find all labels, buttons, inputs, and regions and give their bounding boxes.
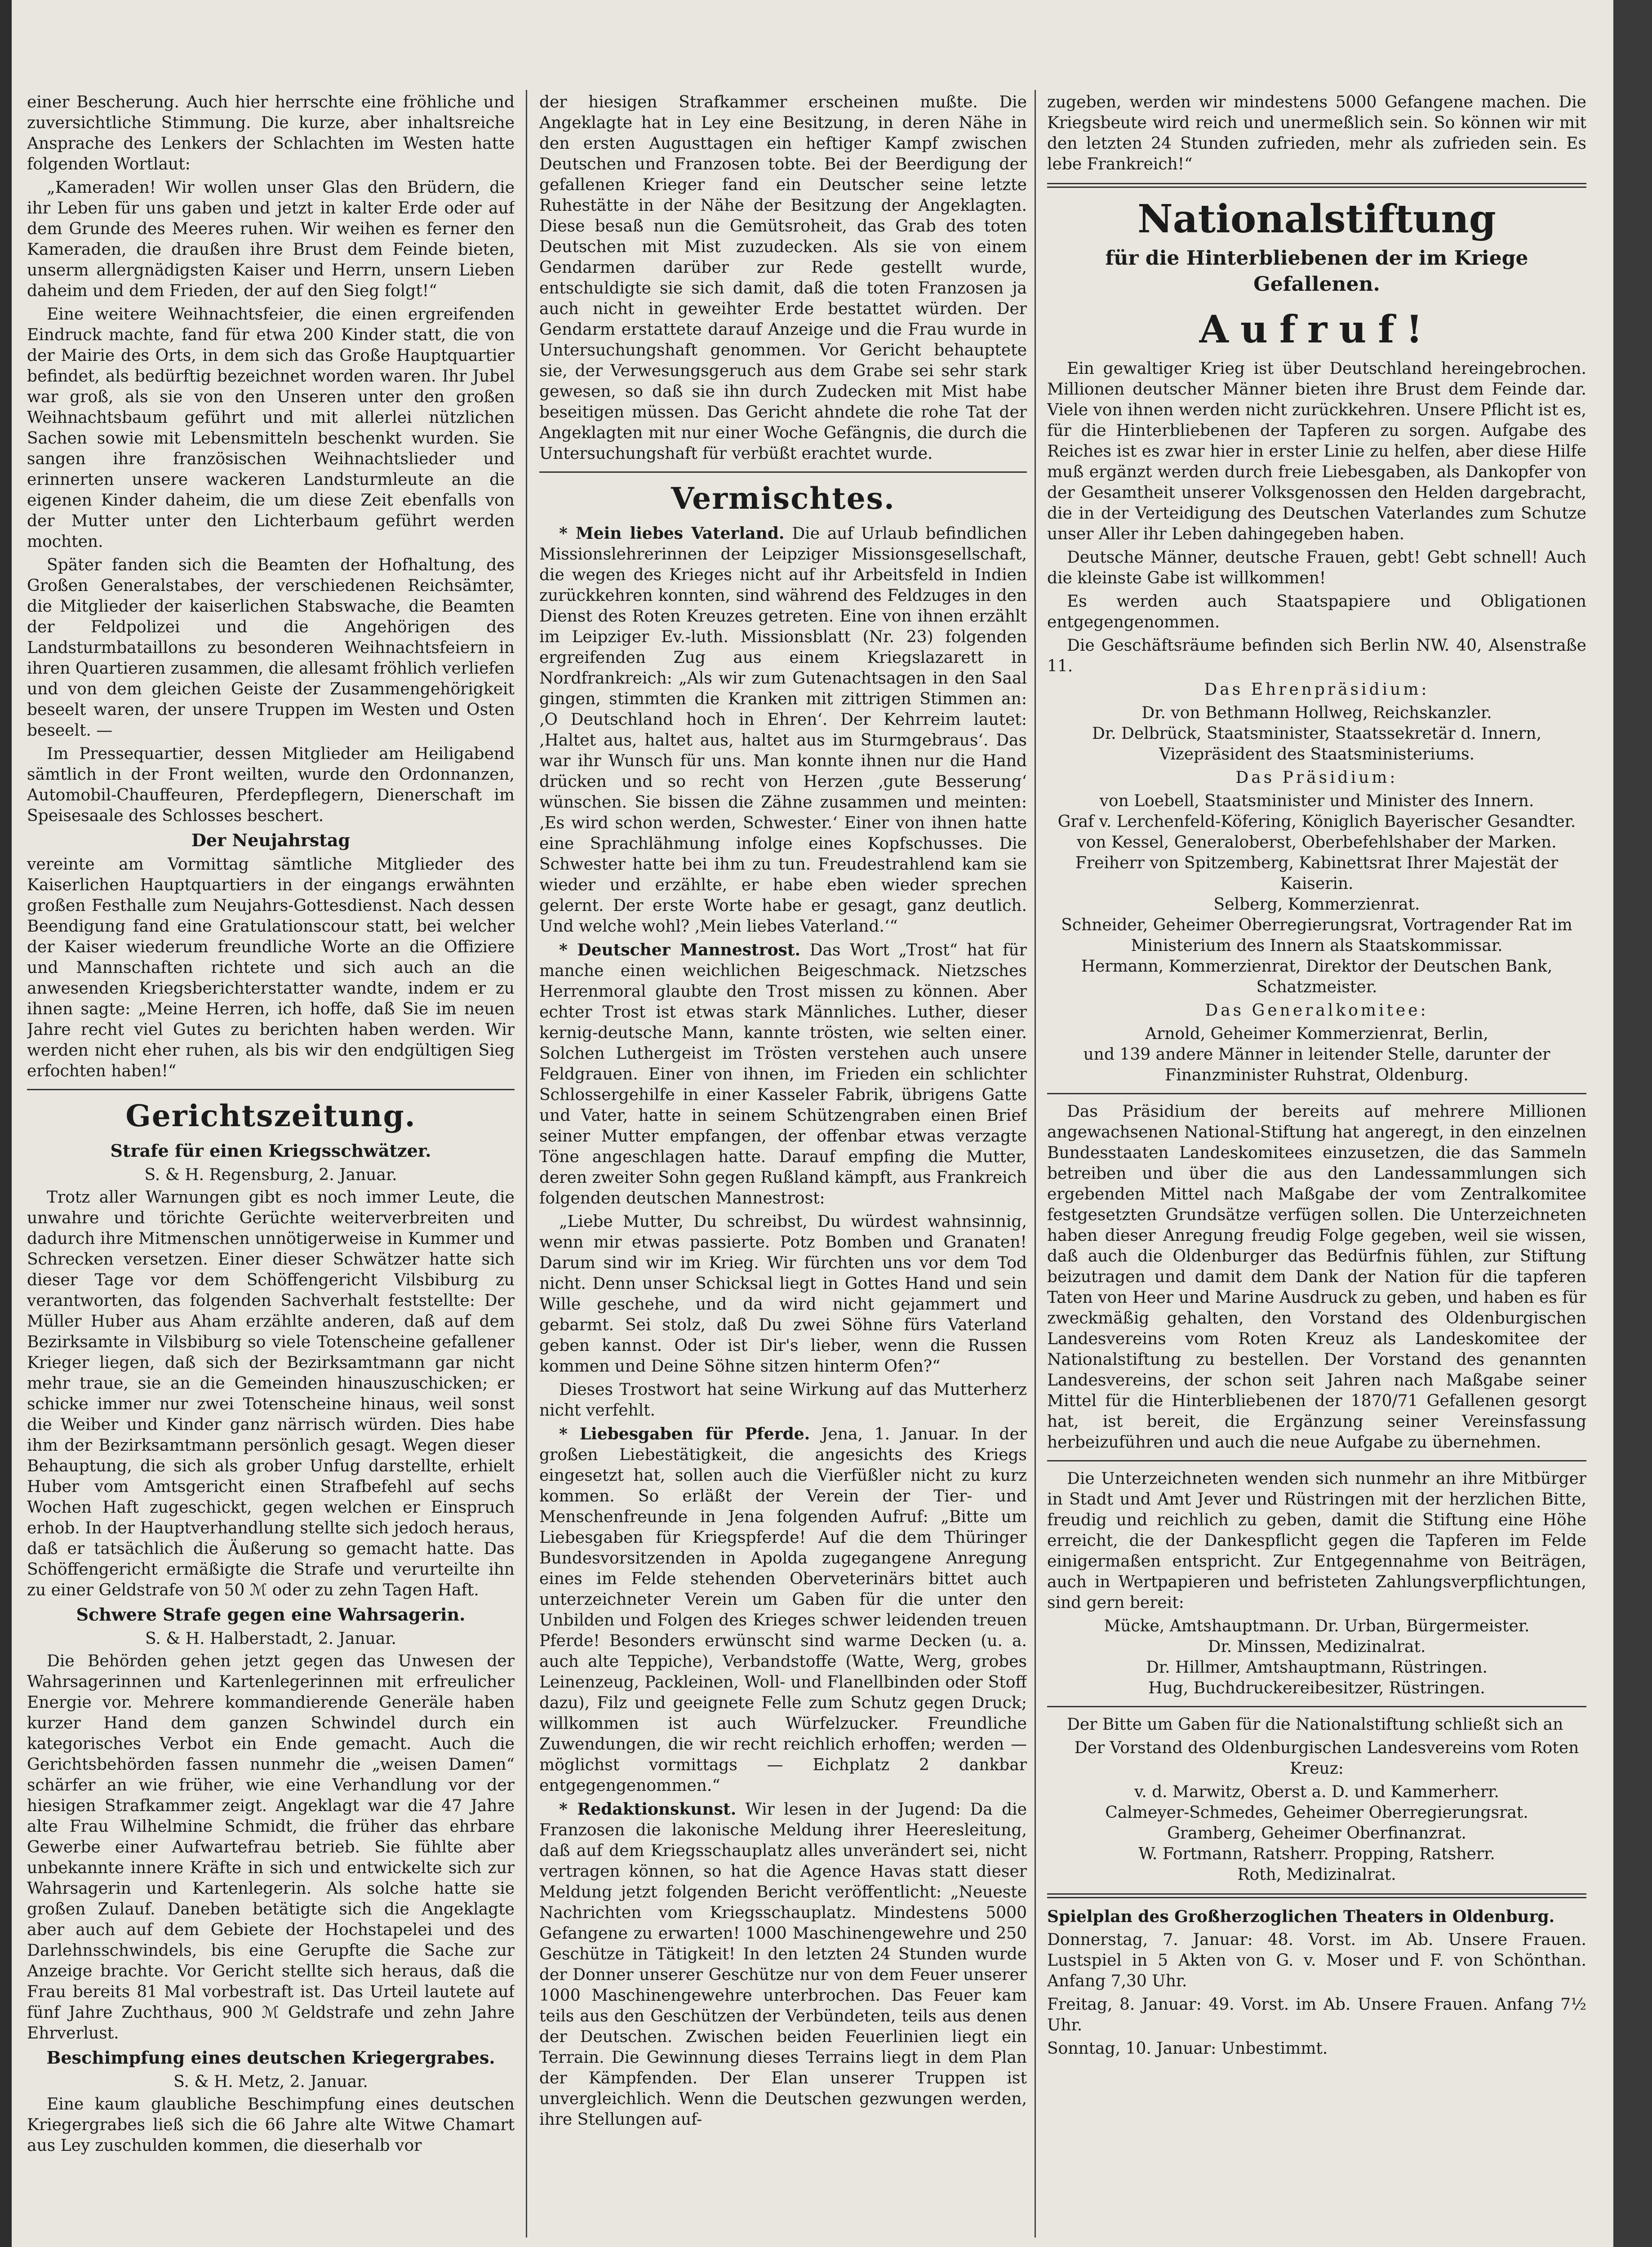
generalkomitee-heading: Das Generalkomitee: — [1205, 1001, 1429, 1020]
item-text: In der großen Liebestätigkeit, die angesichts des Kriegs eingesetzt hat, sollen auch die Vierfüßler nicht zu kurz kommen. So erläßt der Verein der Tier- und Menschenfreunde in Jena folgenden Aufruf: „Bitte um Liebesgaben für Kriegspferde! Auf die dem Thüringer Bundesvorsitzenden in Apolda zugegangene Anregung eines im Felde stehenden Oberveterinärs bittet auch unterzeichneter Verein um Gaben für die unter den Unbilden und Folgen des Krieges schwer leidenden treuen Pferde! Besonders erwünscht sind warme Decken (u. a. auch alte Teppiche), Verbandstoffe (Watte, Werg, grobes Leinenzeug, Packleinen, Woll- und Flanellbinden oder Stoff dazu), Filz und geeignete Felle zum Schutz gegen Druck; willkommen ist auch Würfelzucker. Freundliche Zuwendungen, die wir recht reichlich erhoffen; werden — möglichst vormittags — Eichplatz 2 dankbar entgegengenommen.“ — [539, 1425, 1027, 1795]
name-line: Dr. Minssen, Medizinalrat. — [1208, 1638, 1426, 1656]
divider — [1047, 1093, 1586, 1094]
scan-edge — [1613, 0, 1652, 2247]
vorstand-list — [1047, 1782, 1586, 1885]
divider — [539, 471, 1027, 473]
name-line: Freiherr von Spitzemberg, Kabinettsrat Ihrer Majestät der Kaiserin. — [1075, 854, 1559, 893]
paragraph: Die Geschäftsräume befinden sich Berlin NW. 40, Alsenstraße 11. — [1047, 636, 1586, 675]
name-line: Dr. Hillmer, Amtshauptmann, Rüstringen. — [1146, 1658, 1488, 1677]
theater-line: Donnerstag, 7. Januar: 48. Vorst. im Ab. Unsere Frauen. Lustspiel in 5 Akten von G. v. Moser und F. von Schönthan. Anfang 7,30 Uhr. — [1047, 1931, 1586, 1990]
article-title: Strafe für einen Kriegsschwätzer. — [110, 1141, 431, 1161]
name-line: von Loebell, Staatsminister und Minister des Innern. — [1099, 792, 1534, 810]
name-line: Gramberg, Geheimer Oberfinanzrat. — [1167, 1824, 1466, 1843]
name-line: Hug, Buchdruckereibesitzer, Rüstringen. — [1148, 1679, 1485, 1697]
name-line: W. Fortmann, Ratsherr. Propping, Ratsherr. — [1138, 1845, 1495, 1863]
item-lead: * Mein liebes Vaterland. — [559, 524, 785, 543]
paragraph: Der Bitte um Gaben für die Nationalstiftung schließt sich an — [1067, 1715, 1563, 1734]
name-line: Selberg, Kommerzienrat. — [1213, 895, 1420, 914]
item-lead: * Liebesgaben für Pferde. — [559, 1425, 810, 1443]
paragraph: Trotz aller Warnungen gibt es noch immer Leute, die unwahre und törichte Gerüchte weiterverbreiten und dadurch ihre Mitmenschen unnötigerweise in Kummer und Schrecken versetzen. Einer dieser Schwätzer hatte sich dieser Tage vor dem Schöffengericht Vilsbiburg zu verantworten, das folgenden Sachverhalt feststellte: Der Müller Huber aus Aham erzählte anderen, daß auf dem Bezirksamte in Vilsbiburg so viele Totenscheine gefallener Krieger liegen, daß sich der Bezirksamtmann gar nicht mehr traue, sie an die Gemeinden hinauszuschicken; er schicke immer nur zwei Totenscheine hinaus, weil sonst die Weiber und Kinder ganz närrisch würden. Dies habe ihm der Bezirksamtmann persönlich gesagt. Wegen dieser Behauptung, die sich als grober Unfug darstellte, erhielt Huber vom Amtsgericht einen Strafbefehl auf sechs Wochen Haft zugeschickt, gegen welchen er Einspruch erhob. In der Hauptverhandlung stellte sich jedoch heraus, daß er tatsächlich die Äußerung so gemacht hatte. Das Schöffengericht ermäßigte die Strafe und verurteilte ihn zu einer Geldstrafe von 50 ℳ oder zu zehn Tagen Haft. — [27, 1188, 515, 1599]
divider — [27, 1089, 515, 1090]
article-title: Beschimpfung eines deutschen Kriegergrabes. — [46, 2047, 495, 2068]
column-2 — [539, 92, 1027, 2238]
paragraph — [539, 1799, 1027, 2130]
paragraph: Dieses Trostwort hat seine Wirkung auf das Mutterherz nicht verfehlt. — [539, 1381, 1027, 1420]
paragraph: Eine kaum glaubliche Beschimpfung eines deutschen Kriegergrabes ließ sich die 66 Jahre alte Witwe Chamart aus Ley zuschulden kommen, die dieserhalb vor — [27, 2095, 515, 2155]
article-title: Schwere Strafe gegen eine Wahrsagerin. — [76, 1604, 466, 1625]
column-1 — [27, 92, 515, 2238]
paragraph: Es werden auch Staatspapiere und Obligationen entgegengenommen. — [1047, 592, 1586, 631]
name-line: Schneider, Geheimer Oberregierungsrat, Vortragender Rat im Ministerium des Innern als Staatskommissar. — [1061, 916, 1572, 955]
section-title-gerichtszeitung: Gerichtszeitung. — [125, 1098, 416, 1133]
paragraph: zugeben, werden wir mindestens 5000 Gefangene machen. Die Kriegsbeute wird reich und unermeßlich sein. So können wir mit den letzten 24 Stunden zufrieden, mehr als zufrieden sein. Es lebe Frankreich!“ — [1047, 93, 1586, 173]
item-text: Wir lesen in der Jugend: Da die Franzosen die lakonische Meldung ihrer Heeresleitung, daß auf dem Kriegsschauplatz alles unverändert sei, nicht vertragen können, so hat die Agence Havas statt dieser Meldung jetzt folgenden Bericht veröffentlicht: „Neueste Nachrichten vom Kriegsschauplatz. Mindestens 5000 Gefangene zu erwarten! 1000 Maschinengewehre und 250 Geschütze in Tätigkeit! In den letzten 24 Stunden wurde der Donner unserer Geschütze nur von dem Feuer unserer 1000 Maschinengewehre unterbrochen. Das Feuer kam teils aus den Geschützen der Verbündeten, teils aus denen der Deutschen. Zwischen beiden Feuerlinien liegt ein Terrain. Die Gewinnung dieses Terrains liegt in dem Plan der Kämpfenden. Der Elan unserer Truppen ist unvergleichlich. Wenn die Deutschen gezwungen werden, ihre Stellungen auf- — [539, 1800, 1027, 2129]
paragraph — [539, 940, 1027, 1209]
praesidium-heading: Das Präsidium: — [1235, 768, 1398, 787]
paragraph: „Kameraden! Wir wollen unser Glas den Brüdern, die ihr Leben für uns gaben und jetzt in kalter Erde oder auf dem Grunde des Meeres ruhen. Wir weihen es ferner den Kameraden, die draußen ihre Brust dem Feinde bieten, unserm allergnädigsten Kaiser und Herrn, unsern Lieben daheim und dem Frieden, der auf den Sieg folgt!“ — [27, 178, 515, 300]
theater-heading: Spielplan des Großherzoglichen Theaters in Oldenburg. — [1047, 1907, 1555, 1926]
paragraph: vereinte am Vormittag sämtliche Mitglieder des Kaiserlichen Hauptquartiers in der eingangs erwähnten großen Festhalle zum Neujahrs-Gottesdienst. Nach dessen Beendigung fand eine Gratulationscour statt, bei welcher der Kaiser wiederum freundliche Worte an die Offiziere und Mannschaften richtete und sich auch an die anwesenden Kriegsberichterstatter wandte, indem er zu ihnen sagte: „Meine Herren, ich hoffe, daß Sie im neuen Jahre recht viel Gutes zu berichten haben werden. Wir werden nicht eher ruhen, als bis wir den endgültigen Sieg erfochten haben!“ — [27, 855, 515, 1080]
paragraph: Die Unterzeichneten wenden sich nunmehr an ihre Mitbürger in Stadt und Amt Jever und Rüstringen mit der herzlichen Bitte, freudig und reichlich zu geben, damit die Stiftung eine Höhe erreicht, die der Dankespflicht gegen die Tapferen im Felde einigermaßen entspricht. Zur Entgegennahme von Beiträgen, auch in Wertpapieren und befristeten Zahlungsverpflichtungen, sind gern bereit: — [1047, 1470, 1586, 1612]
name-line: Hermann, Kommerzienrat, Direktor der Deutschen Bank, Schatzmeister. — [1081, 957, 1553, 996]
paragraph: Die Behörden gehen jetzt gegen das Unwesen der Wahrsagerinnen und Kartenlegerinnen mit erfreulicher Energie vor. Mehrere kommandierende Generäle haben kurzer Hand dem ganzen Schwindel durch ein kategorisches Verbot ein Ende gemacht. Auch die Gerichtsbehörden fassen nunmehr die „weisen Damen“ schärfer an wie früher, wie eine Verhandlung vor der hiesigen Strafkammer zeigt. Angeklagt war die 47 Jahre alte Frau Wilhelmine Schmidt, die früher das ehrbare Gewerbe einer Aufwartefrau betrieb. Sie fühlte aber unbekannte innere Kräfte in sich und entwickelte sich zur Wahrsagerin und Kartenlegerin. Als solche hatte sie großen Zulauf. Daneben betätigte sich die Angeklagte aber auch auf dem Gebiete der Hochstapelei und des Darlehnsschwindels, bis eine Gerupfte die Sache zur Anzeige brachte. Vor Gericht stellte sich heraus, daß die Frau bereits 81 Mal vorbestraft ist. Das Urteil lautete auf fünf Jahre Zuchthaus, 900 ℳ Geldstrafe und zehn Jahre Ehrverlust. — [27, 1652, 515, 2043]
article-byline: S. & H. Halberstadt, 2. Januar. — [145, 1630, 396, 1648]
name-line: Mücke, Amtshauptmann. Dr. Urban, Bürgermeister. — [1104, 1617, 1530, 1635]
paragraph — [539, 523, 1027, 937]
generalkomitee-list — [1047, 1024, 1586, 1086]
name-line: Arnold, Geheimer Kommerzienrat, Berlin, — [1145, 1025, 1488, 1043]
name-line: Calmeyer-Schmedes, Geheimer Oberregierungsrat. — [1105, 1803, 1528, 1822]
divider — [1047, 183, 1586, 188]
column-3 — [1047, 92, 1586, 2238]
divider — [1047, 1706, 1586, 1707]
name-line: und 139 andere Männer in leitender Stelle, darunter der Finanzminister Ruhstrat, Oldenburg. — [1083, 1045, 1550, 1084]
name-line: Dr. von Bethmann Hollweg, Reichskanzler. — [1141, 704, 1492, 722]
section-title-vermischtes: Vermischtes. — [671, 481, 895, 516]
paragraph: einer Bescherung. Auch hier herrschte eine fröhliche und zuversichtliche Stimmung. Die kurze, aber inhaltsreiche Ansprache des Lenkers der Schlachten im Westen hatte folgenden Wortlaut: — [27, 93, 515, 173]
divider — [1047, 1893, 1586, 1898]
name-line: Graf v. Lerchenfeld-Köfering, Königlich Bayerischer Gesandter. — [1057, 813, 1576, 831]
item-text: Das Wort „Trost“ hat für manche einen weichlichen Beigeschmack. Nietzsches Herrenmoral glaubte den Trost missen zu können. Aber echter Trost ist etwas stark Männliches. Luther, dieser kernig-deutsche Mann, kannte trösten, wie selten einer. Solchen Luthergeist im Trösten verstehen auch unsere Feldgrauen. Einer von ihnen, im Frieden ein schlichter Schlossergehilfe in einer Kasseler Fabrik, übrigens Gatte und Vater, hatte in seinem Schützengraben einen Brief seiner Mutter empfangen, der offenbar etwas verzagte Töne angeschlagen hatte. Darauf empfing die Mutter, deren zweiter Sohn gegen Rußland kämpft, aus Frankreich folgenden deutschen Mannestrost: — [539, 941, 1027, 1208]
paragraph: Eine weitere Weihnachtsfeier, die einen ergreifenden Eindruck machte, fand für etwa 200 Kinder statt, die von der Mairie des Orts, in dem sich das Große Hauptquartier befindet, als bedürftig bezeichnet worden waren. Ihr Jubel war groß, als sie von den Unseren unter den großen Weihnachtsbaum geführt und mit allerlei nützlichen Sachen sowie mit Lebensmitteln beschenkt wurden. Sie sangen ihre französischen Weihnachtslieder und erinnerten unsere wackeren Landsturmleute an die eigenen Kinder daheim, die um diese Zeit ebenfalls von der Mutter unter den Lichterbaum geführt werden mochten. — [27, 305, 515, 551]
aufruf-heading: Aufruf! — [1199, 307, 1434, 351]
paragraph: Ein gewaltiger Krieg ist über Deutschland hereingebrochen. Millionen deutscher Männer bieten ihre Brust dem Feinde dar. Viele von ihnen werden nicht zurückkehren. Unsere Pflicht ist es, für die Hinterbliebenen der Tapferen zu sorgen. Aufgabe des Reiches ist es zwar hier in erster Linie zu helfen, aber diese Hilfe muß ergänzt werden durch freie Liebesgaben, als Dankopfer von der Gesamtheit unserer Volksgenossen den Helden dargebracht, die in der Verteidigung des Deutschen Vaterlandes zum Schutze unser Aller ihr Leben dahingegeben haben. — [1047, 360, 1586, 543]
title-nationalstiftung: Nationalstiftung — [1137, 196, 1496, 242]
subheading-neujahrstag: Der Neujahrstag — [191, 830, 351, 850]
column-rule — [526, 90, 527, 2238]
paragraph: „Liebe Mutter, Du schreibst, Du würdest wahnsinnig, wenn mir etwas passierte. Potz Bomben und Granaten! Darum sind wir im Krieg. Wir fürchten uns vor dem Tod nicht. Denn unser Schicksal liegt in Gottes Hand und sein Wille geschehe, und da wird nicht gejammert und gebarmt. Sei stolz, daß Du zwei Söhne fürs Vaterland geben kannst. Oder ist Dir's lieber, wenn die Russen kommen und Deine Söhne sitzen hinterm Ofen?“ — [539, 1212, 1027, 1376]
subtitle-nationalstiftung: für die Hinterbliebenen der im Kriege Gefallenen. — [1105, 247, 1528, 296]
paragraph: Später fanden sich die Beamten der Hofhaltung, des Großen Generalstabes, der verschiedenen Reichsämter, die Mitglieder der kaiserlichen Stabswache, die Beamten der Feldpolizei und die Angehörigen des Landsturmbataillons zu besonderen Weihnachtsfeiern in ihren Quartieren zusammen, die allesamt fröhlich verliefen und von dem gleichen Geiste der Zusammengehörigkeit beseelt waren, der unsere Truppen im Westen und Osten beseelt. — — [27, 556, 515, 740]
name-line: von Kessel, Generaloberst, Oberbefehlshaber der Marken. — [1077, 833, 1557, 852]
signatories-list — [1047, 1616, 1586, 1699]
paragraph — [539, 1424, 1027, 1796]
name-line: v. d. Marwitz, Oberst a. D. und Kammerherr. — [1134, 1783, 1499, 1801]
name-line: Dr. Delbrück, Staatsminister, Staatssekretär d. Innern, Vizepräsident des Staatsministeriums. — [1092, 724, 1542, 764]
item-place: Jena, 1. Januar. — [822, 1425, 959, 1443]
paragraph: Im Pressequartier, dessen Mitglieder am Heiligabend sämtlich in der Front weilten, wurde den Ordonnanzen, Automobil-Chauffeuren, Pferdepflegern, Dienerschaft im Speisesaale des Schlosses beschert. — [27, 745, 515, 825]
article-byline: S. & H. Metz, 2. Januar. — [173, 2073, 368, 2091]
name-line: Roth, Medizinalrat. — [1237, 1865, 1396, 1884]
binding-edge — [0, 0, 12, 2247]
column-rule — [1035, 90, 1036, 2238]
paragraph: Das Präsidium der bereits auf mehrere Millionen angewachsenen National-Stiftung hat angeregt, in den einzelnen Bundesstaaten Landeskomitees einzusetzen, die das Sammeln betreiben und über die aus den Landessammlungen sich ergebenden Mittel nach Maßgabe der vom Zentralkomitee festgesetzten Grundsätze verfügen sollen. Die Unterzeichneten haben dieser Anregung freudig Folge gegeben, weil sie wissen, daß auch die Oldenburger das Bedürfnis fühlen, zur Stiftung beizutragen und damit dem Dank der Nation für die tapferen Taten von Heer und Marine Ausdruck zu geben, und haben es für zweckmäßig gehalten, den Vorstand des Oldenburgischen Landesvereins vom Roten Kreuz als Landeskomitee der Nationalstiftung zu bestellen. Der Vorstand des genannten Landesvereins, der schon seit Jahren nach Maßgabe seiner Mittel für die Hinterbliebenen der 1870/71 Gefallenen gesorgt hat, ist bereit, die Ergänzung seiner Vereinsfassung herbeizuführen und auch die neue Aufgabe zu übernehmen. — [1047, 1102, 1586, 1452]
praesidium-list — [1047, 791, 1586, 998]
divider — [1047, 1460, 1586, 1461]
ehrenpraesidium-list — [1047, 703, 1586, 765]
paragraph: Der Vorstand des Oldenburgischen Landesvereins vom Roten Kreuz: — [1074, 1739, 1579, 1778]
item-lead: * Redaktionskunst. — [559, 1800, 737, 1819]
theater-line: Freitag, 8. Januar: 49. Vorst. im Ab. Unsere Frauen. Anfang 7½ Uhr. — [1047, 1995, 1586, 2034]
item-text: Die auf Urlaub befindlichen Missionslehrerinnen der Leipziger Missionsgesellschaft, die wegen des Krieges nicht auf ihr Arbeitsfeld in Indien zurückkehren konnten, sind während des Feldzuges in den Dienst des Roten Kreuzes getreten. Eine von ihnen erzählt im Leipziger Ev.-luth. Missionsblatt (Nr. 23) folgenden ergreifenden Zug aus einem Kriegslazarett in Nordfrankreich: „Als wir zum Gutenachtsagen in den Saal gingen, stimmten die Kranken mit zittrigen Stimmen an: ‚O Deutschland hoch in Ehren‘. Der Kehrreim lautet: ‚Haltet aus, haltet aus, haltet aus im Sturmgebraus‘. Das war ihr Wunsch für uns. Man konnte ihnen nur die Hand drücken und so recht von Herzen ‚gute Besserung‘ wünschen. Sie bissen die Zähne zusammen und meinten: ‚Es wird schon werden, Schwester.‘ Einer von ihnen hatte eine Sprachlähmung infolge eines Kopfschusses. Die Schwester hatte bei ihm zu tun. Freudestrahlend kam sie wieder und erzählte, er habe eben wieder sprechen gelernt. Der erste Worte habe er gesagt, ganz deutlich. Und welche wohl? ‚Mein liebes Vaterland.‘“ — [539, 524, 1027, 936]
paragraph: Deutsche Männer, deutsche Frauen, gebt! Gebt schnell! Auch die kleinste Gabe ist willkommen! — [1047, 548, 1586, 587]
item-lead: * Deutscher Mannestrost. — [559, 941, 801, 959]
article-byline: S. & H. Regensburg, 2. Januar. — [144, 1166, 397, 1184]
ehrenpraesidium-heading: Das Ehrenpräsidium: — [1204, 680, 1430, 699]
theater-line: Sonntag, 10. Januar: Unbestimmt. — [1047, 2039, 1328, 2058]
paragraph: der hiesigen Strafkammer erscheinen mußte. Die Angeklagte hat in Ley eine Besitzung, in deren Nähe in den ersten Augusttagen ein heftiger Kampf zwischen Deutschen und Franzosen tobte. Bei der Beerdigung der gefallenen Krieger fand ein Deutscher seine letzte Ruhestätte in der Nähe der Besitzung der Angeklagten. Diese besaß nun die Gemütsroheit, das Grab des toten Deutschen mit Mist zuzudecken. Als sie von einem Gendarmen darüber zur Rede gestellt wurde, entschuldigte sie sich damit, daß die toten Franzosen ja auch nicht in geweihter Erde bestattet würden. Der Gendarm erstattete darauf Anzeige und die Frau wurde in Untersuchungshaft genommen. Vor Gericht behauptete sie, der Verwesungsgeruch aus dem Grabe sei sehr stark gewesen, so daß sie ihn durch Zudecken mit Mist habe beseitigen müssen. Das Gericht ahndete die rohe Tat der Angeklagten mit nur einer Woche Gefängnis, die durch die Untersuchungshaft für verbüßt erachtet wurde. — [539, 93, 1027, 463]
